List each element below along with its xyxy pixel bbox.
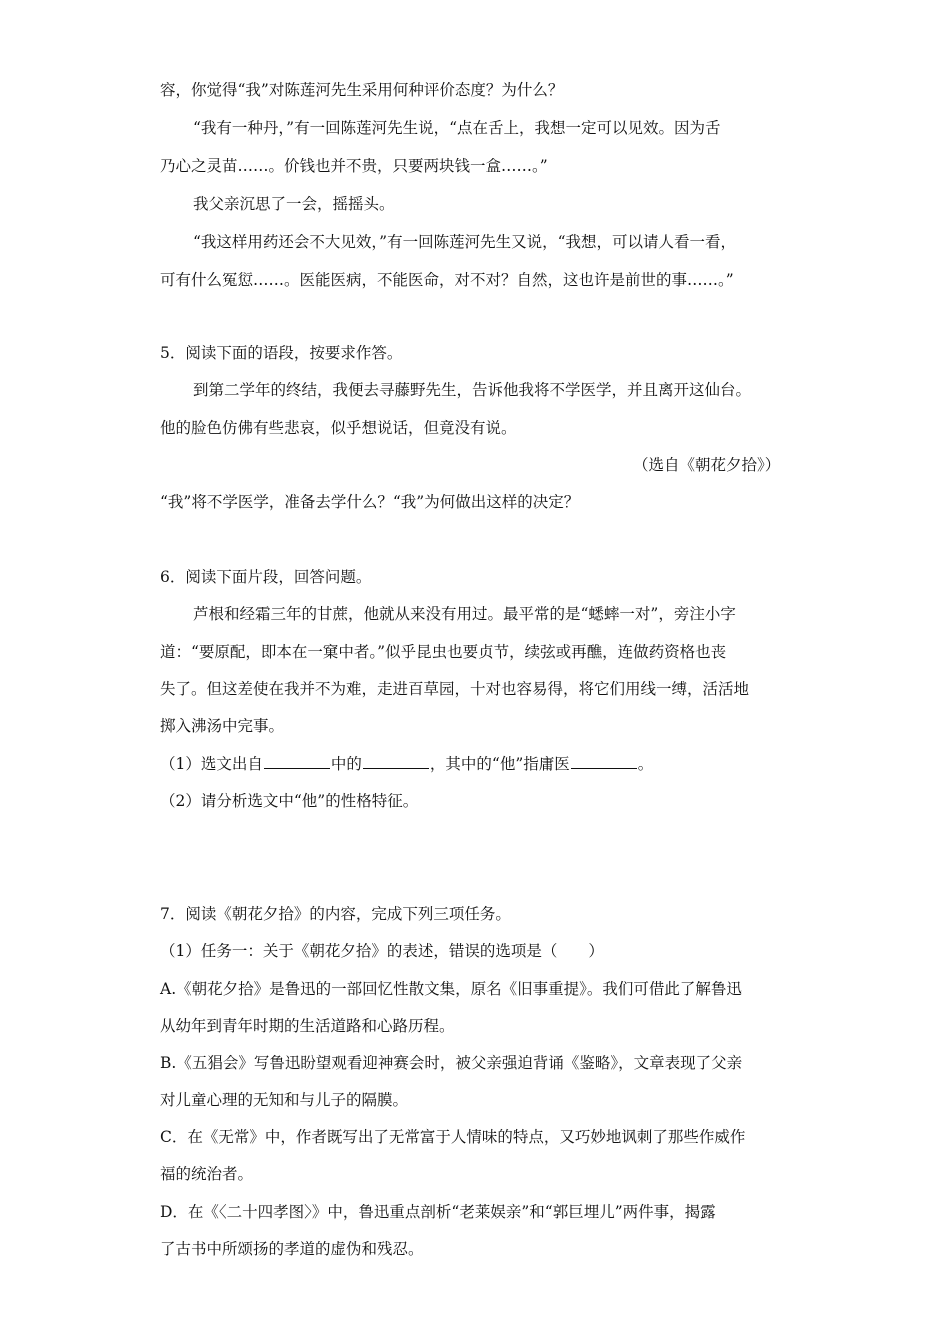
answer-blank[interactable] bbox=[264, 754, 330, 769]
q6-sub1-text: ，其中的“他”指庸医 bbox=[429, 755, 570, 773]
q4-passage-line: 我父亲沉思了一会，摇摇头。 bbox=[193, 195, 395, 213]
q7-option-b: B.《五猖会》写鲁迅盼望观看迎神赛会时，被父亲强迫背诵《鉴略》，文章表现了父亲 bbox=[160, 1054, 743, 1072]
q6-title: 6．阅读下面片段，回答问题。 bbox=[160, 568, 372, 586]
q4-passage-line: “我这样用药还会不大见效，”有一回陈莲河先生又说，“我想，可以请人看一看， bbox=[193, 233, 737, 251]
q6-subquestion-2: （2）请分析选文中“他”的性格特征。 bbox=[160, 792, 419, 810]
answer-blank[interactable] bbox=[363, 754, 429, 769]
q5-source: （选自《朝花夕拾》） bbox=[633, 456, 781, 474]
q5-passage-line: 他的脸色仿佛有些悲哀，似乎想说话，但竟没有说。 bbox=[160, 419, 517, 437]
q6-sub1-text: （1）选文出自 bbox=[160, 755, 263, 773]
q6-passage-line: 道：“要原配，即本在一窠中者。”似乎昆虫也要贞节，续弦或再醮，连做药资格也丧 bbox=[160, 643, 727, 661]
q7-option-c-cont: 福的统治者。 bbox=[160, 1165, 254, 1183]
q7-option-d: D．在《〈二十四孝图〉》中，鲁迅重点剖析“老莱娱亲”和“郭巨埋儿”两件事，揭露 bbox=[160, 1203, 716, 1221]
q5-passage-line: 到第二学年的终结，我便去寻藤野先生，告诉他我将不学医学，并且离开这仙台。 bbox=[193, 381, 752, 399]
q7-option-b-cont: 对儿童心理的无知和与儿子的隔膜。 bbox=[160, 1091, 409, 1109]
q5-question: “我”将不学医学，准备去学什么？“我”为何做出这样的决定？ bbox=[160, 493, 580, 511]
q6-sub1-text: 。 bbox=[637, 755, 654, 773]
q7-option-c: C．在《无常》中，作者既写出了无常富于人情味的特点，又巧妙地讽刺了那些作威作 bbox=[160, 1128, 746, 1146]
q7-title: 7．阅读《朝花夕拾》的内容，完成下列三项任务。 bbox=[160, 905, 511, 923]
answer-blank[interactable] bbox=[571, 754, 637, 769]
q6-sub1-text: 中的 bbox=[330, 755, 362, 773]
q6-subquestion-1 bbox=[160, 754, 653, 774]
q7-option-d-cont: 了古书中所颂扬的孝道的虚伪和残忍。 bbox=[160, 1240, 424, 1258]
q4-passage-line: “我有一种丹，”有一回陈莲河先生说，“点在舌上，我想一定可以见效。因为舌 bbox=[193, 119, 721, 137]
q7-subquestion-1: （1）任务一：关于《朝花夕拾》的表述，错误的选项是（ ） bbox=[160, 942, 604, 960]
q4-question-tail: 容，你觉得“我”对陈莲河先生采用何种评价态度？为什么？ bbox=[160, 81, 564, 99]
q6-passage-line: 失了。但这差使在我并不为难，走进百草园，十对也容易得，将它们用线一缚，活活地 bbox=[160, 680, 750, 698]
q7-option-a-cont: 从幼年到青年时期的生活道路和心路历程。 bbox=[160, 1017, 455, 1035]
q4-passage-line: 乃心之灵苗……。价钱也并不贵，只要两块钱一盒……。” bbox=[160, 157, 548, 175]
q6-passage-line: 芦根和经霜三年的甘蔗，他就从来没有用过。最平常的是“蟋蟀一对”，旁注小字 bbox=[193, 605, 736, 623]
q5-title: 5．阅读下面的语段，按要求作答。 bbox=[160, 344, 403, 362]
q4-passage-line: 可有什么冤愆……。医能医病，不能医命，对不对？自然，这也许是前世的事……。” bbox=[160, 271, 734, 289]
q6-passage-line: 掷入沸汤中完事。 bbox=[160, 717, 285, 735]
q7-option-a: A.《朝花夕拾》是鲁迅的一部回忆性散文集，原名《旧事重提》。我们可借此了解鲁迅 bbox=[160, 980, 742, 998]
